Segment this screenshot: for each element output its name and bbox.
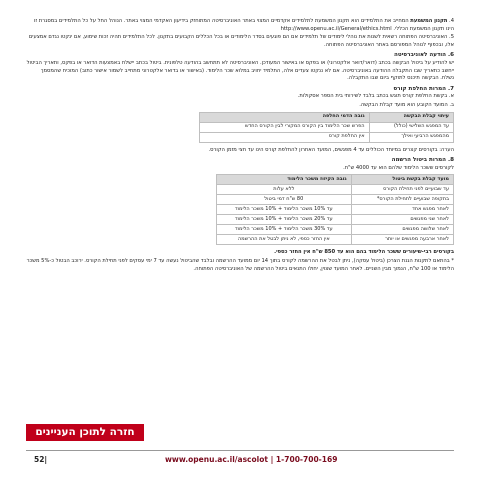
table-cell: לאחר שלושה מפגשים: [351, 225, 453, 235]
table-header: עיתוי קבלת הבקשה: [369, 112, 453, 122]
section-8-title: 8. המרות ביטול הרשמה: [391, 157, 454, 164]
section-7-b: ב. המועד הקובע הוא מועד קבלת הבקשה.: [359, 101, 454, 108]
table-row: [217, 225, 454, 235]
terms-content: [26, 18, 454, 274]
table-row: [217, 195, 454, 205]
footer-website-link[interactable]: www.openu.ac.il/ascolot | 1-700-700-169: [165, 455, 338, 464]
section-6-text: יש להודיע על ביטול הבקשה בכתב (דואר/דואר אלקטרוני) או בפקס או באישור המעודכן. האוניברסיטה לא תתחשב בהודעה טלפונית. ביטול בכתב יישלח באמצעות הדואר או בפקס, ותאריך הביטול ייחשב כתאריך שבו התקבלה ההודעה באוניברסיטה. אם לא ננקטו צעדים אלה, התלמיד יחויב במלוא שכר הלימוד. (באישור או בדואר אלקטרוני מתחייב לשמור אישור כתוב) המוכיח שהמסמך נשלח. הבקשה תיכנס לתוקף ביום שבו התקבלה.: [26, 59, 454, 82]
table-row: [217, 235, 454, 245]
table-row: [217, 205, 454, 215]
table-header-row: [217, 175, 454, 185]
table-cell: לאחר מפגש אחד: [351, 205, 453, 215]
table-row: [217, 185, 454, 195]
course-change-table: [199, 112, 454, 143]
table-cell: עד 10% משכר הלימוד + 10% משכר הלימוד: [217, 205, 352, 215]
table-cell: 80 ש"ח דמי ביטול: [217, 195, 352, 205]
table-row: [217, 215, 454, 225]
table-cell: לאחר שני מפגשים: [351, 215, 453, 225]
table-header: מועד קבלת בקשת ביטול: [351, 175, 453, 185]
table-row: [200, 122, 454, 132]
table-cell: בתקופה שבועיים לתחילת הקורס*: [351, 195, 453, 205]
back-to-toc-button[interactable]: חזרה לתוכן העניינים: [26, 424, 144, 441]
table-cell: אין החלפת קורס: [200, 132, 370, 142]
table-header: גובה הקיזוז משכר הלימוד: [217, 175, 352, 185]
table-cell: עד 30% משכר הלימוד + 10% משכר הלימוד: [217, 225, 352, 235]
section-7-a: א. בקשת החלפת קורס תוגש בכתב בלבד לשירותי בית הספר אסקולות.: [297, 93, 454, 100]
section-8-sub: לקורסים ששכר הלימוד שלהם הוא עד 4000 ש"ח.: [343, 164, 454, 171]
footer: [0, 455, 480, 469]
table-header-row: [200, 112, 454, 122]
table-cell: אין החזר כספי, לא ניתן לבטל את ההרשמה: [217, 235, 352, 245]
table-cell: ללא עלות: [217, 185, 352, 195]
footer-divider: [26, 450, 454, 451]
table-cell: עד המפגש השלישי (כולל): [369, 122, 453, 132]
table-cell: עד שבועיים לפני תחילת הקורס: [351, 185, 453, 195]
table-cell: מהמפגש הרביעי ואילך: [369, 132, 453, 142]
section-6-title: 6. הודעה לאוניברסיטה: [394, 52, 454, 59]
section-8-bold-note: בקורסים רבי-שיעורים ששכר הלימוד בהם הוא עד 850 ש"ח אין החזר כספי.: [274, 249, 454, 256]
page-number: 52|: [34, 455, 48, 464]
item-5: 5. האוניברסיטה הפתוחה רשאית לשנות את נוהלי לימודים של תלמידים אם הם פוגעים בסדר הלימודים או בכל הכללים הקבועים בתקנון. לכל התלמידים תהיה זכות שימוע, אם ינקטו נגדם אמצעים אלו, ובכפוף לנוהל המפורסם באתר האוניברסיטה הפתוחה.: [28, 34, 454, 48]
section-7-title: 7. המרות החלפת קורס: [393, 85, 454, 92]
table-header: גובה הדמי החלפה: [200, 112, 370, 122]
table-cell: הפרש שכר הלימוד בין הקורס המקורי לבין הקורס החדש: [200, 122, 370, 132]
cancellation-table: [216, 174, 454, 245]
table-cell: עד 20% משכר הלימוד + 10% משכר הלימוד: [217, 215, 352, 225]
table-row: [200, 132, 454, 142]
table-cell: לאחר ארבעה מפגשים או יותר: [351, 235, 453, 245]
section-7-note: הערה: בקורסים קצרים במיוחד הכוללים עד 4 מפגשים, המועד האחרון להחלפת קורס הינו עד חצי מזמן הקורס.: [208, 146, 454, 153]
item-4: 4. תקנון המשמעת המחייב את התלמידים הוא תקנון המשמעת לתלמידים אקדמיים המצוי באתר האוניברסיטה המתוחזק בידיעון האקדמי המצוי באתר. הנוהל החל על כל התלמידים במסגרת זו הינו תקנון המשמעת הכללי. http://www.openu.ac.il/General/ethics.html: [34, 18, 454, 32]
section-8-star-note: * בהתאם לתקנות הגנת הצרכן (ביטול עסקה), ניתן לבטל את ההרשמה לקורס בתוך 14 יום ממועד ההרשמה ובלבד שהביטול נעשה עד 7 ימי עסקים לפני תחילת הקורס. ירוכב הבטול כ-5% משכר הלימוד או 100 ש"ח, הנמוך מבין השניים. לאחר המועד שצוין, יחולו התנאים ביטול ההרשמה של האוניברסיטה הפתוחה.: [26, 257, 454, 272]
